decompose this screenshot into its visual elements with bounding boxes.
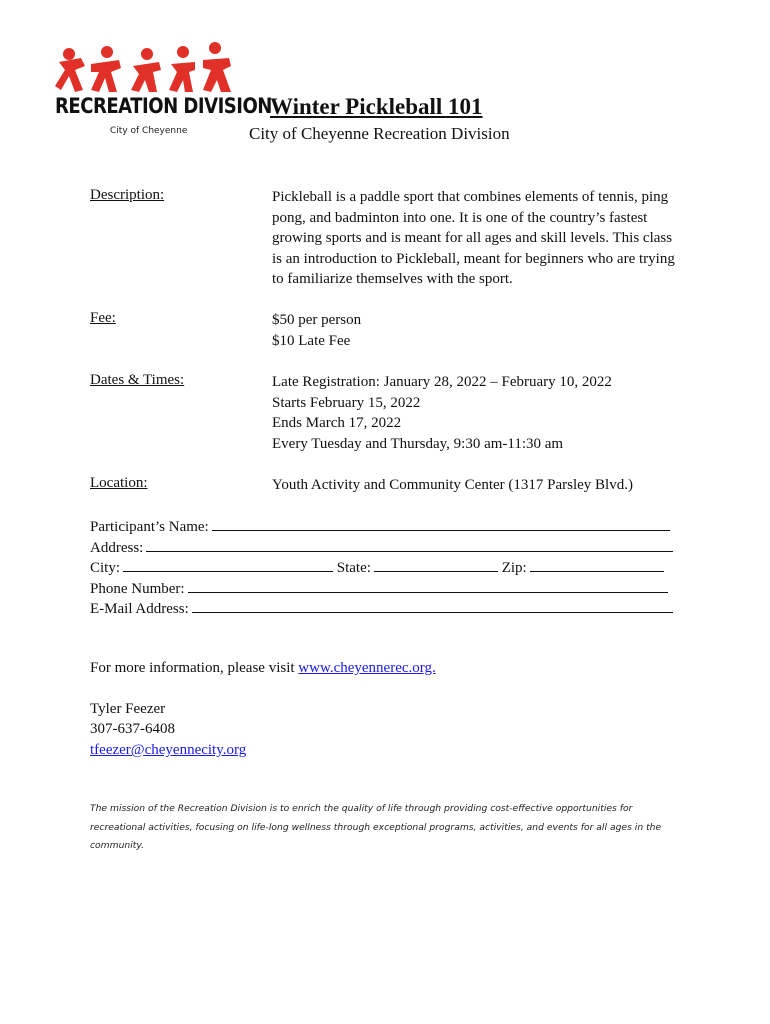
dates-line: Every Tuesday and Thursday, 9:30 am-11:30 am: [272, 436, 564, 452]
more-info-line: [90, 660, 436, 677]
phone-field[interactable]: [188, 578, 668, 593]
page-subtitle: City of Cheyenne Recreation Division: [249, 124, 510, 143]
mission-line: recreational activities, focusing on life-long wellness through exceptional programs, activities, and events for all ages in the: [90, 821, 662, 833]
zip-label: Zip:: [501, 560, 527, 576]
state-field[interactable]: [374, 557, 498, 572]
phone-row: [90, 578, 668, 598]
description-line: to familiarize themselves with the sport.: [272, 271, 513, 287]
more-info-text: For more information, please visit: [90, 660, 299, 676]
fee-label: Fee:: [90, 310, 116, 326]
contact-email-link[interactable]: tfeezer@cheyennecity.org: [90, 742, 247, 758]
city-field[interactable]: [123, 557, 333, 572]
contact-name: Tyler Feezer: [90, 701, 166, 717]
logo-city-label: City of Cheyenne: [110, 126, 188, 136]
mission-statement: [90, 800, 690, 856]
dates-label: Dates & Times:: [90, 372, 185, 388]
description-line: Pickleball is a paddle sport that combines elements of tennis, ping: [272, 189, 669, 205]
location-value: Youth Activity and Community Center (1317 Parsley Blvd.): [272, 477, 633, 493]
contact-email-row: [90, 742, 246, 759]
dates-line: Starts February 15, 2022: [272, 395, 421, 411]
participant-name-label: Participant’s Name:: [90, 519, 209, 535]
state-label: State:: [336, 560, 371, 576]
dates-line: Ends March 17, 2022: [272, 415, 402, 431]
location-label: Location:: [90, 475, 148, 491]
address-row: [90, 537, 673, 557]
fee-line: $10 Late Fee: [272, 333, 351, 349]
logo-wordmark: RECREATION DIVISION: [55, 94, 272, 118]
phone-label: Phone Number:: [90, 581, 185, 597]
participant-name-field[interactable]: [212, 516, 670, 531]
website-link[interactable]: www.cheyennerec.org.: [298, 660, 436, 676]
contact-phone: 307-637-6408: [90, 721, 175, 737]
dates-line: Late Registration: January 28, 2022 – February 10, 2022: [272, 374, 612, 390]
mission-line: community.: [90, 840, 145, 851]
email-row: [90, 598, 673, 618]
address-label: Address:: [90, 540, 144, 556]
participant-name-row: [90, 516, 670, 536]
mission-line: The mission of the Recreation Division is to enrich the quality of life through providing cost-effective opportunities for: [90, 803, 633, 814]
zip-field[interactable]: [530, 557, 664, 572]
recreation-division-logo: [55, 40, 272, 140]
description-line: growing sports and is meant for all ages and skill levels. This class: [272, 230, 673, 246]
city-label: City:: [90, 560, 121, 576]
description-line: pong, and badminton into one. It is one of the country’s fastest: [272, 209, 648, 226]
address-field[interactable]: [146, 537, 673, 552]
page-title: Winter Pickleball 101: [270, 94, 483, 119]
description-label: Description:: [90, 187, 165, 203]
description-line: is an introduction to Pickleball, meant for beginners who are trying: [272, 250, 675, 267]
description-text: [272, 187, 692, 290]
fee-line: $50 per person: [272, 312, 362, 328]
email-field[interactable]: [192, 598, 673, 613]
city-state-zip-row: [90, 557, 664, 577]
email-label: E-Mail Address:: [90, 601, 189, 617]
